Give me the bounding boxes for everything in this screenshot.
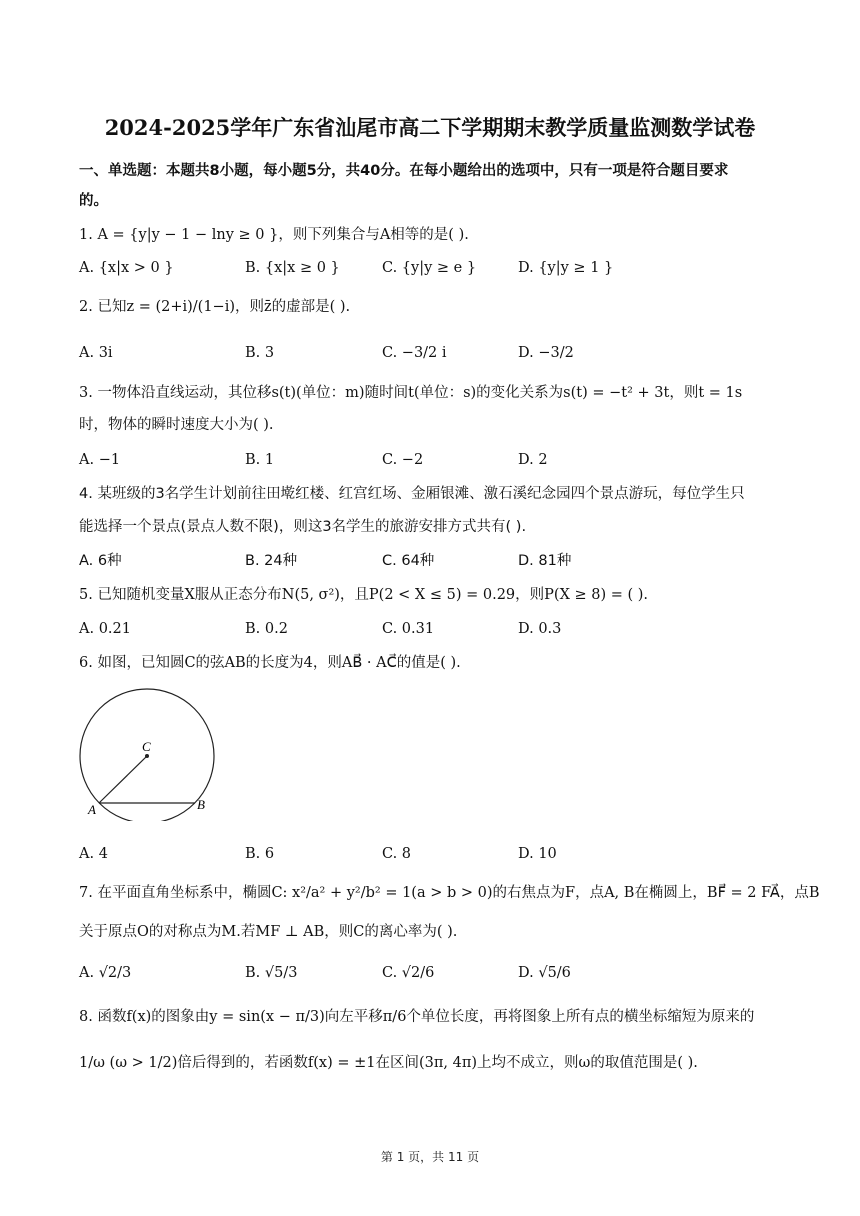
question-8-stem: 8. 函数f(x)的图象由y = sin(x − π/3)向左平移π/6个单位长度，再将图象上所有点的横坐标缩短为原来的 (79, 1009, 755, 1025)
q7-option-c: C. √2/6 (382, 965, 435, 981)
q4-option-a: A. 6种 (79, 553, 122, 569)
question-3-stem-cont: 时，物体的瞬时速度大小为( ). (79, 417, 274, 433)
question-1-stem: 1. A = {y|y − 1 − lny ≥ 0 }，则下列集合与A相等的是( ). (79, 227, 469, 243)
q6-option-b: B. 6 (245, 846, 275, 862)
q3-option-a: A. −1 (79, 452, 121, 468)
q7-option-d: D. √5/6 (518, 965, 571, 981)
q7-option-a: A. √2/3 (79, 965, 132, 981)
q2-option-c: C. −3/2 i (382, 345, 447, 361)
q7-option-b: B. √5/3 (245, 965, 298, 981)
radius-ac (99, 756, 147, 803)
q1-option-c: C. {y|y ≥ e } (382, 260, 477, 276)
q3-option-d: D. 2 (518, 452, 548, 468)
label-c: C (142, 739, 151, 754)
question-7-stem: 7. 在平面直角坐标系中，椭圆C: x²/a² + y²/b² = 1(a > b > 0)的右焦点为F，点A, B在椭圆上，BF⃗ = 2 FA⃗，点B (79, 885, 820, 901)
q5-option-c: C. 0.31 (382, 621, 435, 637)
q6-option-a: A. 4 (79, 846, 108, 862)
q1-option-b: B. {x|x ≥ 0 } (245, 260, 340, 276)
label-b: B (197, 797, 205, 812)
question-6-stem: 6. 如图，已知圆C的弦AB的长度为4，则AB⃗ · AC⃗的值是( ). (79, 655, 461, 671)
q2-option-a: A. 3i (79, 345, 113, 361)
question-8-stem-cont: 1/ω (ω > 1/2)倍后得到的，若函数f(x) = ±1在区间(3π, 4π)上均不成立，则ω的取值范围是( ). (79, 1055, 698, 1071)
q3-option-c: C. −2 (382, 452, 424, 468)
circle-chord-figure (72, 686, 222, 821)
q3-option-b: B. 1 (245, 452, 275, 468)
question-7-stem-cont: 关于原点O的对称点为M.若MF ⊥ AB，则C的离心率为( ). (79, 924, 458, 940)
q1-option-a: A. {x|x > 0 } (79, 260, 174, 276)
q4-option-b: B. 24种 (245, 553, 298, 569)
question-3-stem: 3. 一物体沿直线运动，其位移s(t)(单位：m)随时间t(单位：s)的变化关系为s(t) = −t² + 3t，则t = 1s (79, 385, 743, 401)
question-4-stem-cont: 能选择一个景点(景点人数不限)，则这3名学生的旅游安排方式共有( ). (79, 519, 527, 535)
q5-option-a: A. 0.21 (79, 621, 131, 637)
q4-option-c: C. 64种 (382, 553, 435, 569)
question-4-stem: 4. 某班级的3名学生计划前往田墘红楼、红宫红场、金厢银滩、激石溪纪念园四个景点游玩，每位学生只 (79, 486, 745, 502)
center-point (145, 754, 149, 758)
section-heading-cont: 的。 (79, 193, 108, 209)
label-a: A (88, 802, 96, 817)
q4-option-d: D. 81种 (518, 553, 572, 569)
question-5-stem: 5. 已知随机变量X服从正态分布N(5, σ²)，且P(2 < X ≤ 5) = 0.29，则P(X ≥ 8) = ( ). (79, 587, 649, 603)
page-footer: 第 1 页，共 11 页 (380, 1150, 480, 1164)
q6-option-c: C. 8 (382, 846, 412, 862)
q6-option-d: D. 10 (518, 846, 557, 862)
q5-option-d: D. 0.3 (518, 621, 562, 637)
page-title: 2024-2025学年广东省汕尾市高二下学期期末教学质量监测数学试卷 (104, 115, 756, 140)
question-2-stem: 2. 已知z = (2+i)/(1−i)，则z̄的虚部是( ). (79, 299, 351, 315)
q5-option-b: B. 0.2 (245, 621, 288, 637)
q2-option-b: B. 3 (245, 345, 275, 361)
q2-option-d: D. −3/2 (518, 345, 574, 361)
section-heading: 一、单选题：本题共8小题，每小题5分，共40分。在每小题给出的选项中，只有一项是符合题目要求 (79, 163, 729, 179)
q1-option-d: D. {y|y ≥ 1 } (518, 260, 614, 276)
